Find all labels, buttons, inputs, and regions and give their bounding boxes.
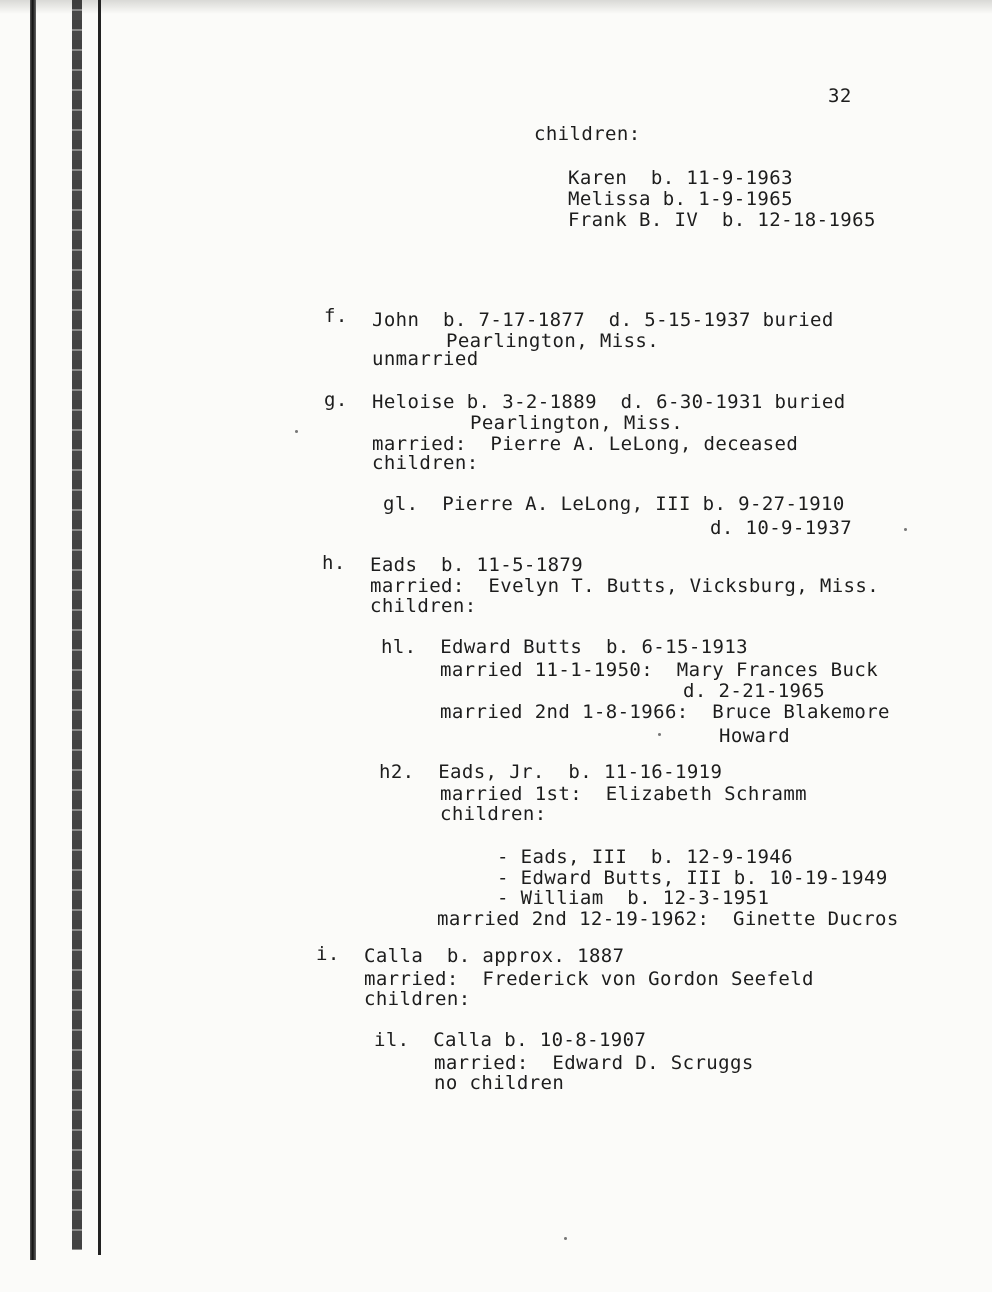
text-line: f.	[324, 305, 348, 327]
text-line: Pearlington, Miss.	[470, 412, 684, 434]
text-line: married 2nd 1-8-1966: Bruce Blakemore	[440, 701, 890, 723]
text-line: unmarried	[372, 348, 479, 370]
text-line: Frank B. IV b. 12-18-1965	[568, 209, 876, 231]
text-line: Heloise b. 3-2-1889 d. 6-30-1931 buried	[372, 391, 846, 413]
text-line: il. Calla b. 10-8-1907	[374, 1029, 647, 1051]
ink-speck	[904, 528, 907, 531]
text-line: g.	[324, 389, 348, 411]
ink-speck	[658, 733, 661, 736]
text-line: John b. 7-17-1877 d. 5-15-1937 buried	[372, 309, 834, 331]
text-line: Pearlington, Miss.	[446, 330, 660, 352]
text-line: no children	[434, 1072, 565, 1094]
text-line: hl. Edward Butts b. 6-15-1913	[381, 636, 749, 658]
text-line: h2. Eads, Jr. b. 11-16-1919	[379, 761, 723, 783]
text-line: gl. Pierre A. LeLong, III b. 9-27-1910	[383, 493, 845, 515]
text-line: Howard	[719, 725, 791, 747]
text-line: d. 2-21-1965	[683, 680, 826, 702]
text-line: h.	[322, 552, 346, 574]
text-line: - Edward Butts, III b. 10-19-1949	[497, 867, 888, 889]
text-line: children:	[370, 595, 477, 617]
text-line: married: Frederick von Gordon Seefeld	[364, 968, 814, 990]
text-line: - William b. 12-3-1951	[497, 887, 770, 909]
text-line: Karen b. 11-9-1963	[568, 167, 793, 189]
text-line: married: Evelyn T. Butts, Vicksburg, Miss.	[370, 575, 880, 597]
text-line: Calla b. approx. 1887	[364, 945, 625, 967]
ink-speck	[295, 430, 298, 433]
text-line: children:	[440, 803, 547, 825]
text-line: children:	[372, 452, 479, 474]
text-line: married 2nd 12-19-1962: Ginette Ducros	[437, 908, 899, 930]
binding-edge-line	[30, 0, 36, 1260]
text-line: married: Edward D. Scruggs	[434, 1052, 754, 1074]
text-line: d. 10-9-1937	[710, 517, 853, 539]
text-line: married 1st: Elizabeth Schramm	[440, 783, 808, 805]
text-line: children:	[364, 988, 471, 1010]
text-line: Eads b. 11-5-1879	[370, 554, 584, 576]
binding-stitching	[72, 0, 82, 1250]
scan-shadow	[0, 0, 992, 14]
text-line: married 11-1-1950: Mary Frances Buck	[440, 659, 879, 681]
text-line: Melissa b. 1-9-1965	[568, 188, 793, 210]
text-line: i.	[316, 943, 340, 965]
ink-speck	[564, 1237, 567, 1240]
text-line: - Eads, III b. 12-9-1946	[497, 846, 793, 868]
text-line: married: Pierre A. LeLong, deceased	[372, 433, 799, 455]
text-line: children:	[534, 123, 641, 145]
binding-margin-line	[98, 0, 101, 1255]
page-number: 32	[828, 85, 852, 107]
